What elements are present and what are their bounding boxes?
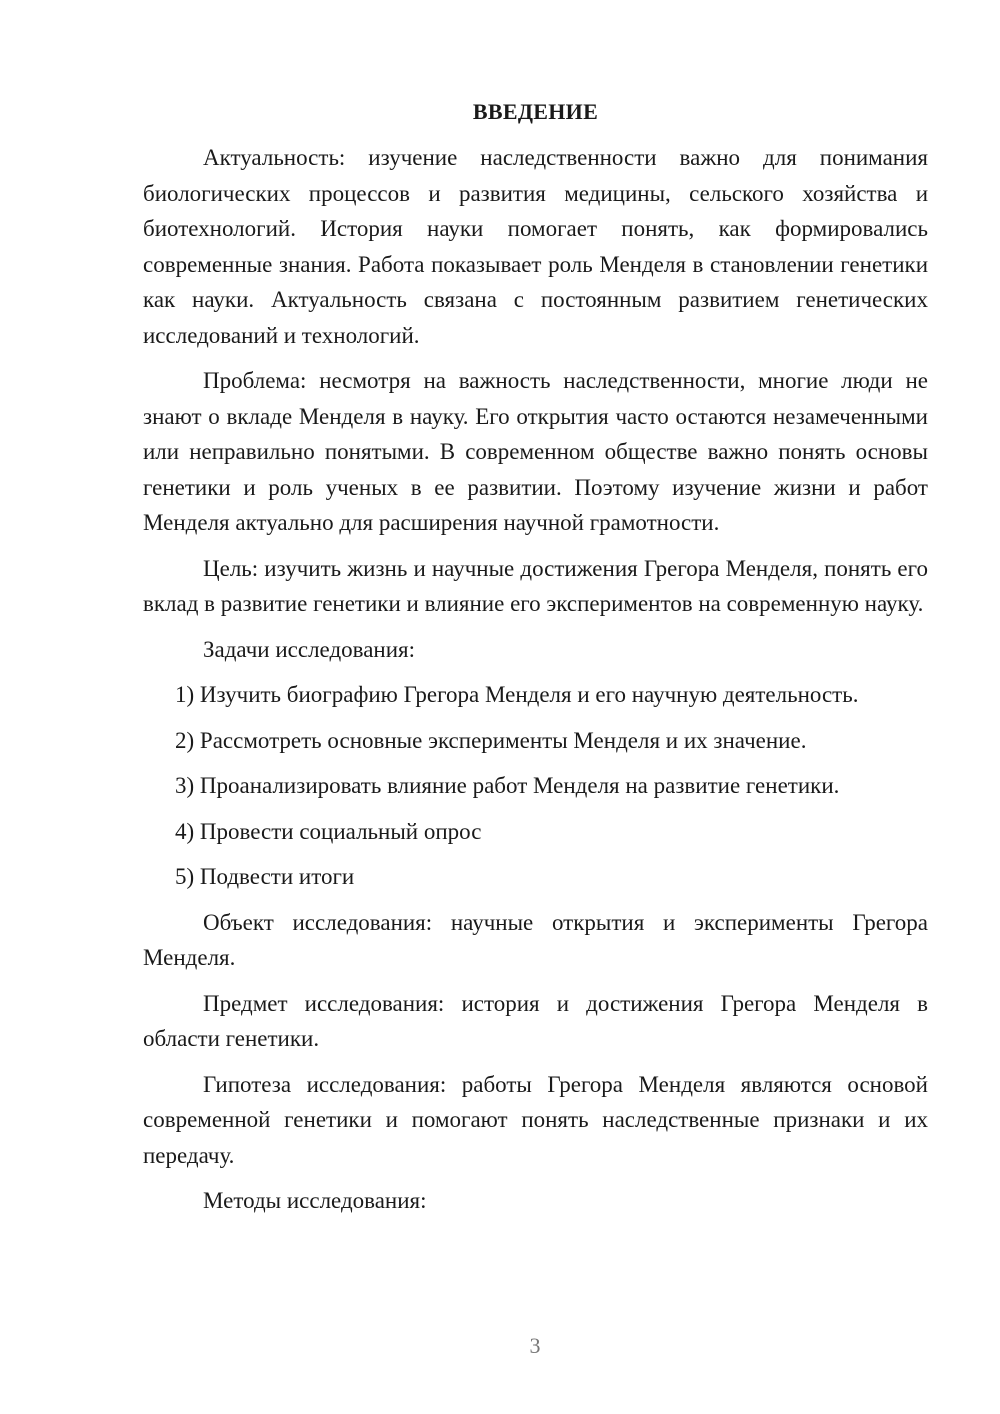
- tasks-list: [143, 677, 928, 895]
- methods-heading: Методы исследования:: [203, 1188, 427, 1213]
- document-page: [143, 96, 928, 1229]
- section-title: ВВЕДЕНИЕ: [472, 99, 599, 124]
- hypothesis-paragraph: Гипотеза исследования: работы Грегора Менделя являются основой современной генетики и помогают понять наследственные признаки и их передачу.: [143, 1071, 928, 1168]
- page-number: 3: [529, 1333, 541, 1358]
- relevance-paragraph: Актуальность: изучение наследственности важно для понимания биологических процессов и развития медицины, сельского хозяйства и биотехнологий. История науки помогает понять, как формировались современные знания. Работа показывает роль Менделя в становлении генетики как науки. Актуальность связана с постоянным развитием генетических исследований и технологий.: [143, 145, 928, 348]
- tasks-heading: Задачи исследования:: [203, 636, 416, 662]
- object-paragraph: Объект исследования: научные открытия и эксперименты Грегора Менделя.: [143, 909, 928, 970]
- task-item-3: 3) Проанализировать влияние работ Менделя на развитие генетики.: [175, 773, 840, 798]
- goal-paragraph: Цель: изучить жизнь и научные достижения Грегора Менделя, понять его вклад в развитие генетики и влияние его экспериментов на современную науку.: [143, 555, 928, 616]
- task-item-2: 2) Рассмотреть основные эксперименты Менделя и их значение.: [175, 727, 807, 753]
- task-item-4: 4) Провести социальный опрос: [175, 818, 482, 844]
- task-item-5: 5) Подвести итоги: [175, 864, 355, 889]
- problem-paragraph: Проблема: несмотря на важность наследственности, многие люди не знают о вкладе Менделя в науку. Его открытия часто остаются незамеченными или неправильно понятыми. В современном обществе важно понять основы генетики и роль ученых в ее развитии. Поэтому изучение жизни и работ Менделя актуально для расширения научной грамотности.: [143, 368, 928, 535]
- subject-paragraph: Предмет исследования: история и достижения Грегора Менделя в области генетики.: [143, 990, 928, 1051]
- task-item-1: 1) Изучить биографию Грегора Менделя и его научную деятельность.: [175, 682, 859, 707]
